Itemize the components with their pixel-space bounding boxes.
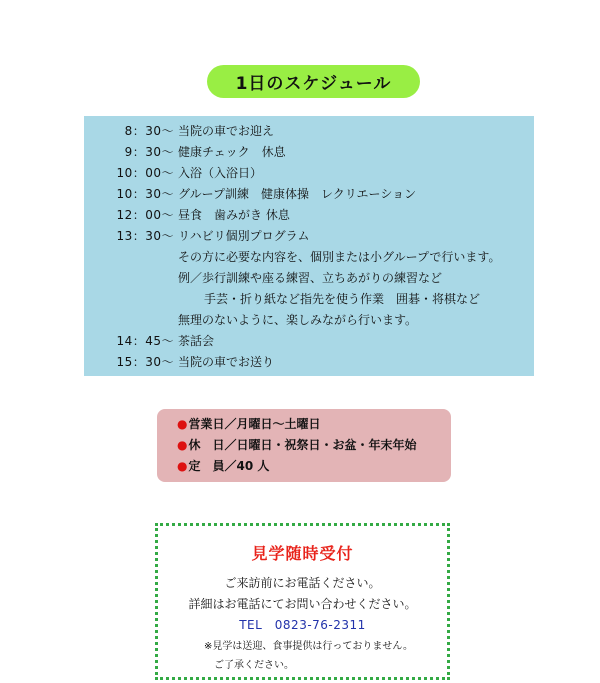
schedule-desc: 健康チェック 休息: [178, 145, 286, 159]
schedule-desc: 入浴（入浴日）: [178, 166, 263, 180]
rehab-note: 無理のないように、楽しみながら行います。: [178, 313, 418, 327]
bullet-icon: ●: [177, 417, 188, 431]
schedule-desc: 昼食 歯みがき 休息: [178, 208, 290, 222]
closed-days: [177, 436, 417, 454]
closed-days-text: 休 日／日曜日・祝祭日・お盆・年末年始: [188, 438, 417, 452]
schedule-title-text: 1日のスケジュール: [235, 74, 392, 94]
visit-phone[interactable]: TEL 0823-76-2311: [239, 618, 366, 632]
schedule-desc: 当院の車でお送り: [178, 355, 275, 369]
schedule-panel: [84, 116, 534, 376]
visit-note: ※見学は送迎、食事提供は行っておりません。: [204, 641, 413, 652]
schedule-title: [207, 65, 420, 98]
business-days: [177, 415, 321, 433]
schedule-time: 8：30〜: [124, 124, 174, 138]
rehab-note: その方に必要な内容を、個別または小グループで行います。: [178, 250, 501, 264]
visit-call-ahead: ご来訪前にお電話ください。: [224, 576, 381, 590]
schedule-desc: リハビリ個別プログラム: [178, 229, 310, 243]
visit-title: 見学随時受付: [251, 544, 354, 563]
schedule-time: 15：30〜: [116, 355, 174, 369]
schedule-time: 14：45〜: [116, 334, 174, 348]
rehab-note: 例／歩行訓練や座る練習、立ちあがりの練習など: [178, 271, 443, 285]
schedule-time: 13：30〜: [116, 229, 174, 243]
schedule-desc: 茶話会: [178, 334, 215, 348]
visit-panel: [155, 523, 450, 680]
schedule-time: 10：00〜: [116, 166, 174, 180]
schedule-time: 9：30〜: [124, 145, 174, 159]
schedule-desc: グループ訓練 健康体操 レクリエーション: [178, 187, 417, 201]
capacity: [177, 457, 269, 475]
visit-details: 詳細はお電話にてお問い合わせください。: [188, 597, 417, 611]
schedule-time: 10：30〜: [116, 187, 174, 201]
bullet-icon: ●: [177, 438, 188, 452]
schedule-desc: 当院の車でお迎え: [178, 124, 275, 138]
rehab-note: 手芸・折り紙など指先を使う作業 囲碁・将棋など: [204, 292, 481, 306]
business-info-panel: [157, 409, 451, 482]
schedule-time: 12：00〜: [116, 208, 174, 222]
bullet-icon: ●: [177, 459, 188, 473]
business-days-text: 営業日／月曜日〜土曜日: [188, 417, 321, 431]
visit-note-thanks: ご了承ください。: [214, 660, 294, 671]
capacity-text: 定 員／40 人: [188, 459, 270, 473]
